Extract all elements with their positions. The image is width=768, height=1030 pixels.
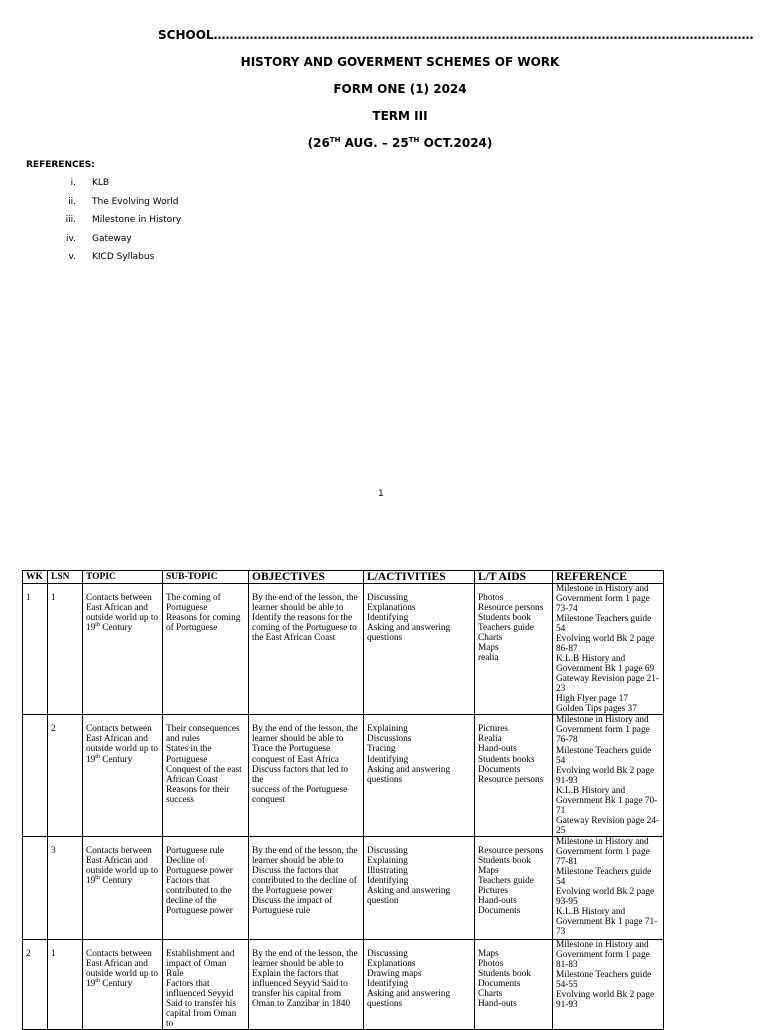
reference-cell <box>553 836 664 939</box>
activity-line: Discussions <box>367 734 412 745</box>
objective-line: learner should be able to <box>252 603 344 614</box>
subtopic-line: impact of Oman Rule <box>166 958 227 979</box>
subtopic-line: Reasons for coming <box>166 613 241 624</box>
activity-line: Discussing <box>367 845 408 856</box>
subtopic-line: Conquest of the east <box>166 764 242 775</box>
activity-line: question <box>367 895 399 906</box>
activity-line: Discussing <box>367 593 408 603</box>
objective-line: the Portuguese power <box>252 885 333 896</box>
objective-line: By the end of the lesson, the <box>252 948 358 959</box>
table-header-row <box>23 571 664 584</box>
reference-line: 23 <box>556 684 566 695</box>
subtopic-line: Establishment and <box>166 948 235 959</box>
topic-cell <box>83 715 163 836</box>
subtopic-line: Factors that <box>166 978 210 989</box>
reference-text: KLB <box>92 178 110 188</box>
document-title: HISTORY AND GOVERMENT SCHEMES OF WORK <box>240 55 560 69</box>
reference-number: iii. <box>65 215 76 225</box>
aid-line: Hand-outs <box>478 895 517 906</box>
activity-line: Tracing <box>367 744 396 755</box>
reference-line: 54-55 <box>556 979 578 990</box>
activity-line: Asking and answering <box>367 885 451 896</box>
reference-line: Evolving world Bk 2 page <box>556 989 655 1000</box>
reference-line: Milestone Teachers guide <box>556 745 652 756</box>
reference-line: Government Bk 1 page 70- <box>556 795 658 806</box>
aid-line: Students book <box>478 968 531 979</box>
reference-text: Milestone in History <box>92 215 182 225</box>
reference-line: Government Bk 1 page 69 <box>556 664 655 675</box>
objective-line: Discuss the impact of <box>252 895 333 906</box>
reference-line: Milestone Teachers guide <box>556 969 652 980</box>
subtopic-cell <box>163 715 249 836</box>
schemes-table <box>22 570 664 1030</box>
reference-line: Milestone Teachers guide <box>556 866 652 877</box>
activity-line: Explanations <box>367 958 416 969</box>
activity-line: Explaining <box>367 724 408 735</box>
activity-line: Illustrating <box>367 865 408 876</box>
aid-line: Pictures <box>478 724 508 735</box>
school-line: SCHOOL……………………………………………………………………………………………………………………… <box>158 28 754 42</box>
aid-line: Teachers guide <box>478 623 534 634</box>
reference-line: Milestone in History and <box>556 584 649 594</box>
aid-line: Hand-outs <box>478 998 517 1009</box>
activity-line: Explaining <box>367 855 408 866</box>
reference-line: Government form 1 page <box>556 846 650 857</box>
reference-line: Milestone in History and <box>556 715 649 726</box>
term-heading: TERM III <box>372 109 428 123</box>
reference-line: 81-83 <box>556 959 578 970</box>
objective-line: the East African Coast <box>252 633 336 644</box>
objective-line: conquest of East Africa <box>252 754 339 765</box>
lesson-cell: 2 <box>48 715 83 836</box>
header-subtopic: SUB-TOPIC <box>163 571 249 584</box>
aids-cell <box>475 715 553 836</box>
subtopic-cell <box>163 836 249 939</box>
objective-line: Discuss the factors that <box>252 865 339 876</box>
subtopic-line: Their consequences <box>166 724 240 735</box>
table-row <box>23 836 664 939</box>
activity-line: Drawing maps <box>367 968 422 979</box>
week-cell <box>23 715 48 836</box>
objectives-cell <box>249 836 364 939</box>
objective-line: By the end of the lesson, the <box>252 593 358 603</box>
header-topic: TOPIC <box>83 571 163 584</box>
topic-line: outside world up to <box>86 744 159 755</box>
reference-line: 54 <box>556 624 566 635</box>
topic-line: 19th Century <box>86 622 133 634</box>
header-reference: REFERENCE <box>553 571 664 584</box>
aid-line: Realia <box>478 734 502 745</box>
reference-line: 25 <box>556 825 566 836</box>
page-number: 1 <box>378 489 384 499</box>
topic-line: Contacts between <box>86 948 152 959</box>
activity-line: Identifying <box>367 754 409 765</box>
lesson-cell: 3 <box>48 836 83 939</box>
aid-line: Teachers guide <box>478 875 534 886</box>
aids-cell <box>475 836 553 939</box>
reference-line: K.L.B History and <box>556 785 626 796</box>
objectives-cell <box>249 584 364 715</box>
reference-cell <box>553 939 664 1029</box>
aid-line: Documents <box>478 764 521 775</box>
objective-line: By the end of the lesson, the <box>252 845 358 856</box>
objective-line: learner should be able to <box>252 855 344 866</box>
reference-line: High Flyer page 17 <box>556 694 629 705</box>
reference-line: Golden Tips pages 37 <box>556 704 637 715</box>
aid-line: Students books <box>478 754 535 765</box>
topic-line: Contacts between <box>86 593 152 603</box>
reference-text: KICD Syllabus <box>92 252 155 262</box>
activities-cell <box>364 584 475 715</box>
activity-line: Discussing <box>367 948 408 959</box>
header-lsn: LSN <box>48 571 83 584</box>
aid-line: Students book <box>478 855 531 866</box>
activities-cell <box>364 836 475 939</box>
aid-line: Documents <box>478 905 521 916</box>
table-row <box>23 715 664 836</box>
topic-line: 19th Century <box>86 977 133 989</box>
lesson-cell: 1 <box>48 939 83 1029</box>
reference-line: K.L.B History and <box>556 907 626 917</box>
reference-line: Government form 1 page <box>556 725 650 736</box>
aid-line: Resource persons <box>478 845 544 856</box>
topic-cell <box>83 836 163 939</box>
topic-line: Contacts between <box>86 724 152 735</box>
aid-line: Hand-outs <box>478 744 517 755</box>
reference-line: Evolving world Bk 2 page <box>556 886 655 897</box>
activity-line: questions <box>367 998 403 1009</box>
subtopic-line: influenced Seyyid <box>166 988 234 999</box>
table-row <box>23 584 664 715</box>
aid-line: realia <box>478 653 499 664</box>
subtopic-line: Portuguese <box>166 603 208 614</box>
topic-line: outside world up to <box>86 865 159 876</box>
subtopic-line: States in the <box>166 744 212 755</box>
aid-line: Photos <box>478 593 504 603</box>
reference-cell <box>553 584 664 715</box>
reference-line: 86-87 <box>556 644 578 655</box>
reference-text: Gateway <box>92 233 132 244</box>
subtopic-cell <box>163 584 249 715</box>
reference-line: Gateway Revision page 24- <box>556 815 660 826</box>
objectives-cell <box>249 715 364 836</box>
topic-cell <box>83 584 163 715</box>
aid-line: Resource persons <box>478 774 544 785</box>
objective-line: By the end of the lesson, the <box>252 724 358 735</box>
aid-line: Maps <box>478 865 499 876</box>
subtopic-line: capital from Oman to <box>166 1008 237 1029</box>
objective-line: influenced Seyyid Said to <box>252 978 348 989</box>
references-label: REFERENCES: <box>26 160 95 170</box>
reference-line: Government form 1 page <box>556 594 650 605</box>
reference-line: Evolving world Bk 2 page <box>556 765 655 776</box>
subtopic-line: Decline of <box>166 855 205 866</box>
topic-line: East African and <box>86 734 148 745</box>
reference-line: 93-95 <box>556 896 578 907</box>
reference-line: Gateway Revision page 21- <box>556 674 660 685</box>
reference-line: Government form 1 page <box>556 949 650 960</box>
activities-cell <box>364 939 475 1029</box>
subtopic-line: Reasons for their <box>166 784 230 795</box>
activity-line: Asking and answering <box>367 764 451 775</box>
reference-line: 91-93 <box>556 775 578 786</box>
reference-number: v. <box>68 252 76 262</box>
activity-line: Identifying <box>367 875 409 886</box>
reference-number: iv. <box>66 233 76 244</box>
objective-line: success of the Portuguese <box>252 784 348 795</box>
subtopic-line: contributed to the <box>166 885 232 896</box>
week-cell: 1 <box>23 584 48 715</box>
subtopic-line: African Coast <box>166 774 218 785</box>
reference-line: 54 <box>556 876 566 887</box>
topic-cell <box>83 939 163 1029</box>
table-row <box>23 939 664 1029</box>
objective-line: Trace the Portuguese <box>252 744 331 755</box>
objectives-cell <box>249 939 364 1029</box>
header-objectives: OBJECTIVES <box>249 571 364 584</box>
objective-line: Identify the reasons for the <box>252 613 353 624</box>
objective-line: learner should be able to <box>252 734 344 745</box>
reference-number: i. <box>70 178 76 188</box>
subtopic-line: Said to transfer his <box>166 998 236 1009</box>
week-cell <box>23 836 48 939</box>
activity-line: Identifying <box>367 613 409 624</box>
subtopic-line: and rules <box>166 734 200 745</box>
subtopic-line: success <box>166 794 194 805</box>
term-dates: (26TH AUG. – 25TH OCT.2024) <box>307 136 493 150</box>
week-cell: 2 <box>23 939 48 1029</box>
topic-line: East African and <box>86 603 148 614</box>
subtopic-cell <box>163 939 249 1029</box>
subtopic-line: Portuguese power <box>166 905 233 916</box>
objective-line: Discuss factors that led to the <box>252 764 349 785</box>
objective-line: conquest <box>252 794 286 805</box>
reference-line: Milestone Teachers guide <box>556 614 652 625</box>
topic-line: East African and <box>86 855 148 866</box>
topic-line: Contacts between <box>86 845 152 856</box>
reference-line: 77-81 <box>556 856 578 867</box>
activity-line: Asking and answering <box>367 988 451 999</box>
aid-line: Resource persons <box>478 603 544 614</box>
aid-line: Pictures <box>478 885 508 896</box>
topic-line: outside world up to <box>86 613 159 624</box>
objective-line: contributed to the decline of <box>252 875 357 886</box>
aid-line: Students book <box>478 613 531 624</box>
subtopic-line: of Portuguese <box>166 623 218 634</box>
aid-line: Charts <box>478 988 503 999</box>
objective-line: learner should be able to <box>252 958 344 969</box>
reference-number: ii. <box>68 196 76 207</box>
reference-line: 73 <box>556 927 566 938</box>
reference-line: 76-78 <box>556 735 578 746</box>
reference-line: 71 <box>556 805 566 816</box>
header-wk: WK <box>23 571 48 584</box>
aid-line: Maps <box>478 948 499 959</box>
header-activities: L/ACTIVITIES <box>364 571 475 584</box>
reference-line: Milestone in History and <box>556 939 649 950</box>
subtopic-line: The coming of <box>166 593 221 603</box>
topic-line: East African and <box>86 958 148 969</box>
aid-line: Documents <box>478 978 521 989</box>
topic-line: 19th Century <box>86 874 133 886</box>
objective-line: coming of the Portuguese to <box>252 623 357 634</box>
reference-line: 73-74 <box>556 604 578 615</box>
lesson-cell: 1 <box>48 584 83 715</box>
aid-line: Charts <box>478 633 503 644</box>
reference-line: Government Bk 1 page 71- <box>556 917 658 928</box>
subtopic-line: Portuguese power <box>166 865 233 876</box>
subtopic-line: Portuguese <box>166 754 208 765</box>
aid-line: Photos <box>478 958 504 969</box>
topic-line: 19th Century <box>86 753 133 765</box>
aids-cell <box>475 939 553 1029</box>
subtopic-line: decline of the <box>166 895 217 906</box>
objective-line: Explain the factors that <box>252 968 339 979</box>
topic-line: outside world up to <box>86 968 159 979</box>
aid-line: Maps <box>478 643 499 654</box>
activity-line: questions <box>367 774 403 785</box>
activity-line: questions <box>367 633 403 644</box>
objective-line: transfer his capital from <box>252 988 342 999</box>
header-aids: L/T AIDS <box>475 571 553 584</box>
activity-line: Identifying <box>367 978 409 989</box>
reference-line: 54 <box>556 755 566 766</box>
reference-cell <box>553 715 664 836</box>
subtopic-line: Factors that <box>166 875 210 886</box>
activity-line: Asking and answering <box>367 623 451 634</box>
reference-text: The Evolving World <box>92 196 179 207</box>
form-heading: FORM ONE (1) 2024 <box>333 82 467 96</box>
reference-line: Milestone in History and <box>556 836 649 847</box>
objective-line: Portuguese rule <box>252 905 311 916</box>
reference-line: Evolving world Bk 2 page <box>556 634 655 645</box>
subtopic-line: Portuguese rule <box>166 845 225 856</box>
activities-cell <box>364 715 475 836</box>
activity-line: Explanations <box>367 603 416 614</box>
objective-line: Oman to Zanzibar in 1840 <box>252 998 351 1009</box>
aids-cell <box>475 584 553 715</box>
reference-line: K.L.B History and <box>556 654 626 665</box>
reference-line: 91-93 <box>556 999 578 1010</box>
